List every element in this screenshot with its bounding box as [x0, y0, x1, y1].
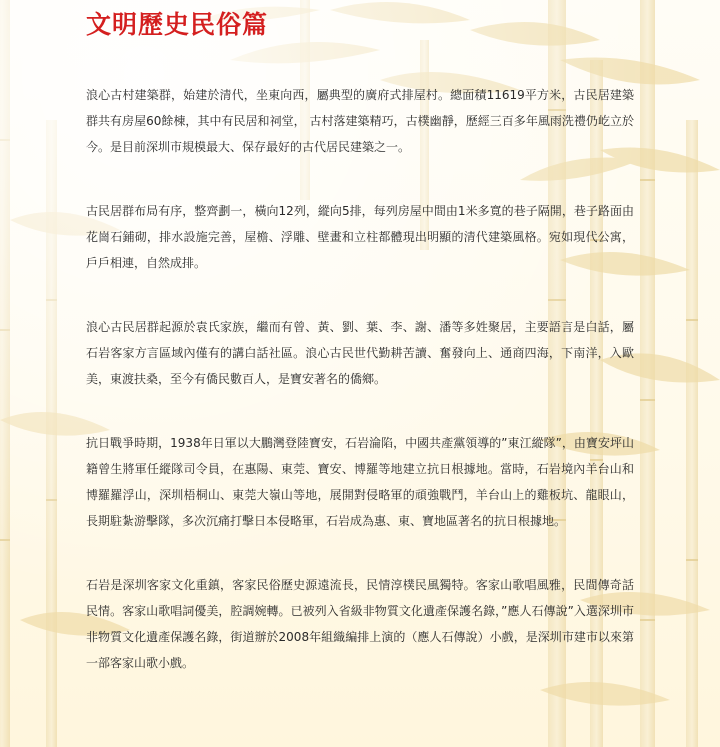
paragraph-3: 浪心古民居群起源於袁氏家族，繼而有曾、黃、劉、葉、李、謝、潘等多姓聚居，主要語言是白話，屬石岩客家方言區域內僅有的講白話社區。浪心古民世代勤耕苦讀、奮發向上、通商四海，下南洋，入歐美，東渡扶桑，至今有僑民數百人，是寶安著名的僑鄉。 — [86, 320, 634, 386]
paragraph-1: 浪心古村建築群，始建於清代，坐東向西，屬典型的廣府式排屋村。總面積11619平方米，古民居建築群共有房屋60餘棟，其中有民居和祠堂， 古村落建築精巧，古樸幽靜，歷經三百多年風雨洗禮仍屹立於今。是目前深圳市規模最大、保存最好的古代居民建築之一。 — [86, 88, 634, 154]
page-title: 文明歷史民俗篇 — [86, 10, 269, 39]
paragraph-2: 古民居群布局有序，整齊劃一，橫向12列，縱向5排，每列房屋中間由1米多寬的巷子隔開，巷子路面由花崗石鋪砌，排水設施完善，屋檐、浮雕、壁畫和立柱都體現出明顯的清代建築風格。宛如現代公寓，戶戶相連，自然成排。 — [86, 204, 634, 270]
paragraph-4: 抗日戰爭時期，1938年日軍以大鵬灣登陸寶安，石岩淪陷，中國共產黨領導的”東江縱隊”，由寶安坪山籍曾生將軍任縱隊司令員，在惠陽、東莞、寶安、博羅等地建立抗日根據地。當時，石岩境內羊台山和博羅羅浮山，深圳梧桐山、東莞大嶺山等地，展開對侵略軍的頑強戰鬥，羊台山上的雞板坑、龍眼山，長期駐紮游擊隊，多次沉痛打擊日本侵略軍，石岩成為惠、東、寶地區著名的抗日根據地。 — [86, 436, 634, 528]
paragraph-5: 石岩是深圳客家文化重鎮，客家民俗歷史源遠流長，民情淳樸民風獨特。客家山歌唱風雅，民間傳奇話民情。客家山歌唱詞優美，腔調婉轉。已被列入省級非物質文化遺產保護名錄，”應人石傳說”入選深圳市非物質文化遺產保護名錄，街道辦於2008年組織編排上演的（應人石傳說）小戲，是深圳市建市以來第一部客家山歌小戲。 — [86, 578, 634, 670]
